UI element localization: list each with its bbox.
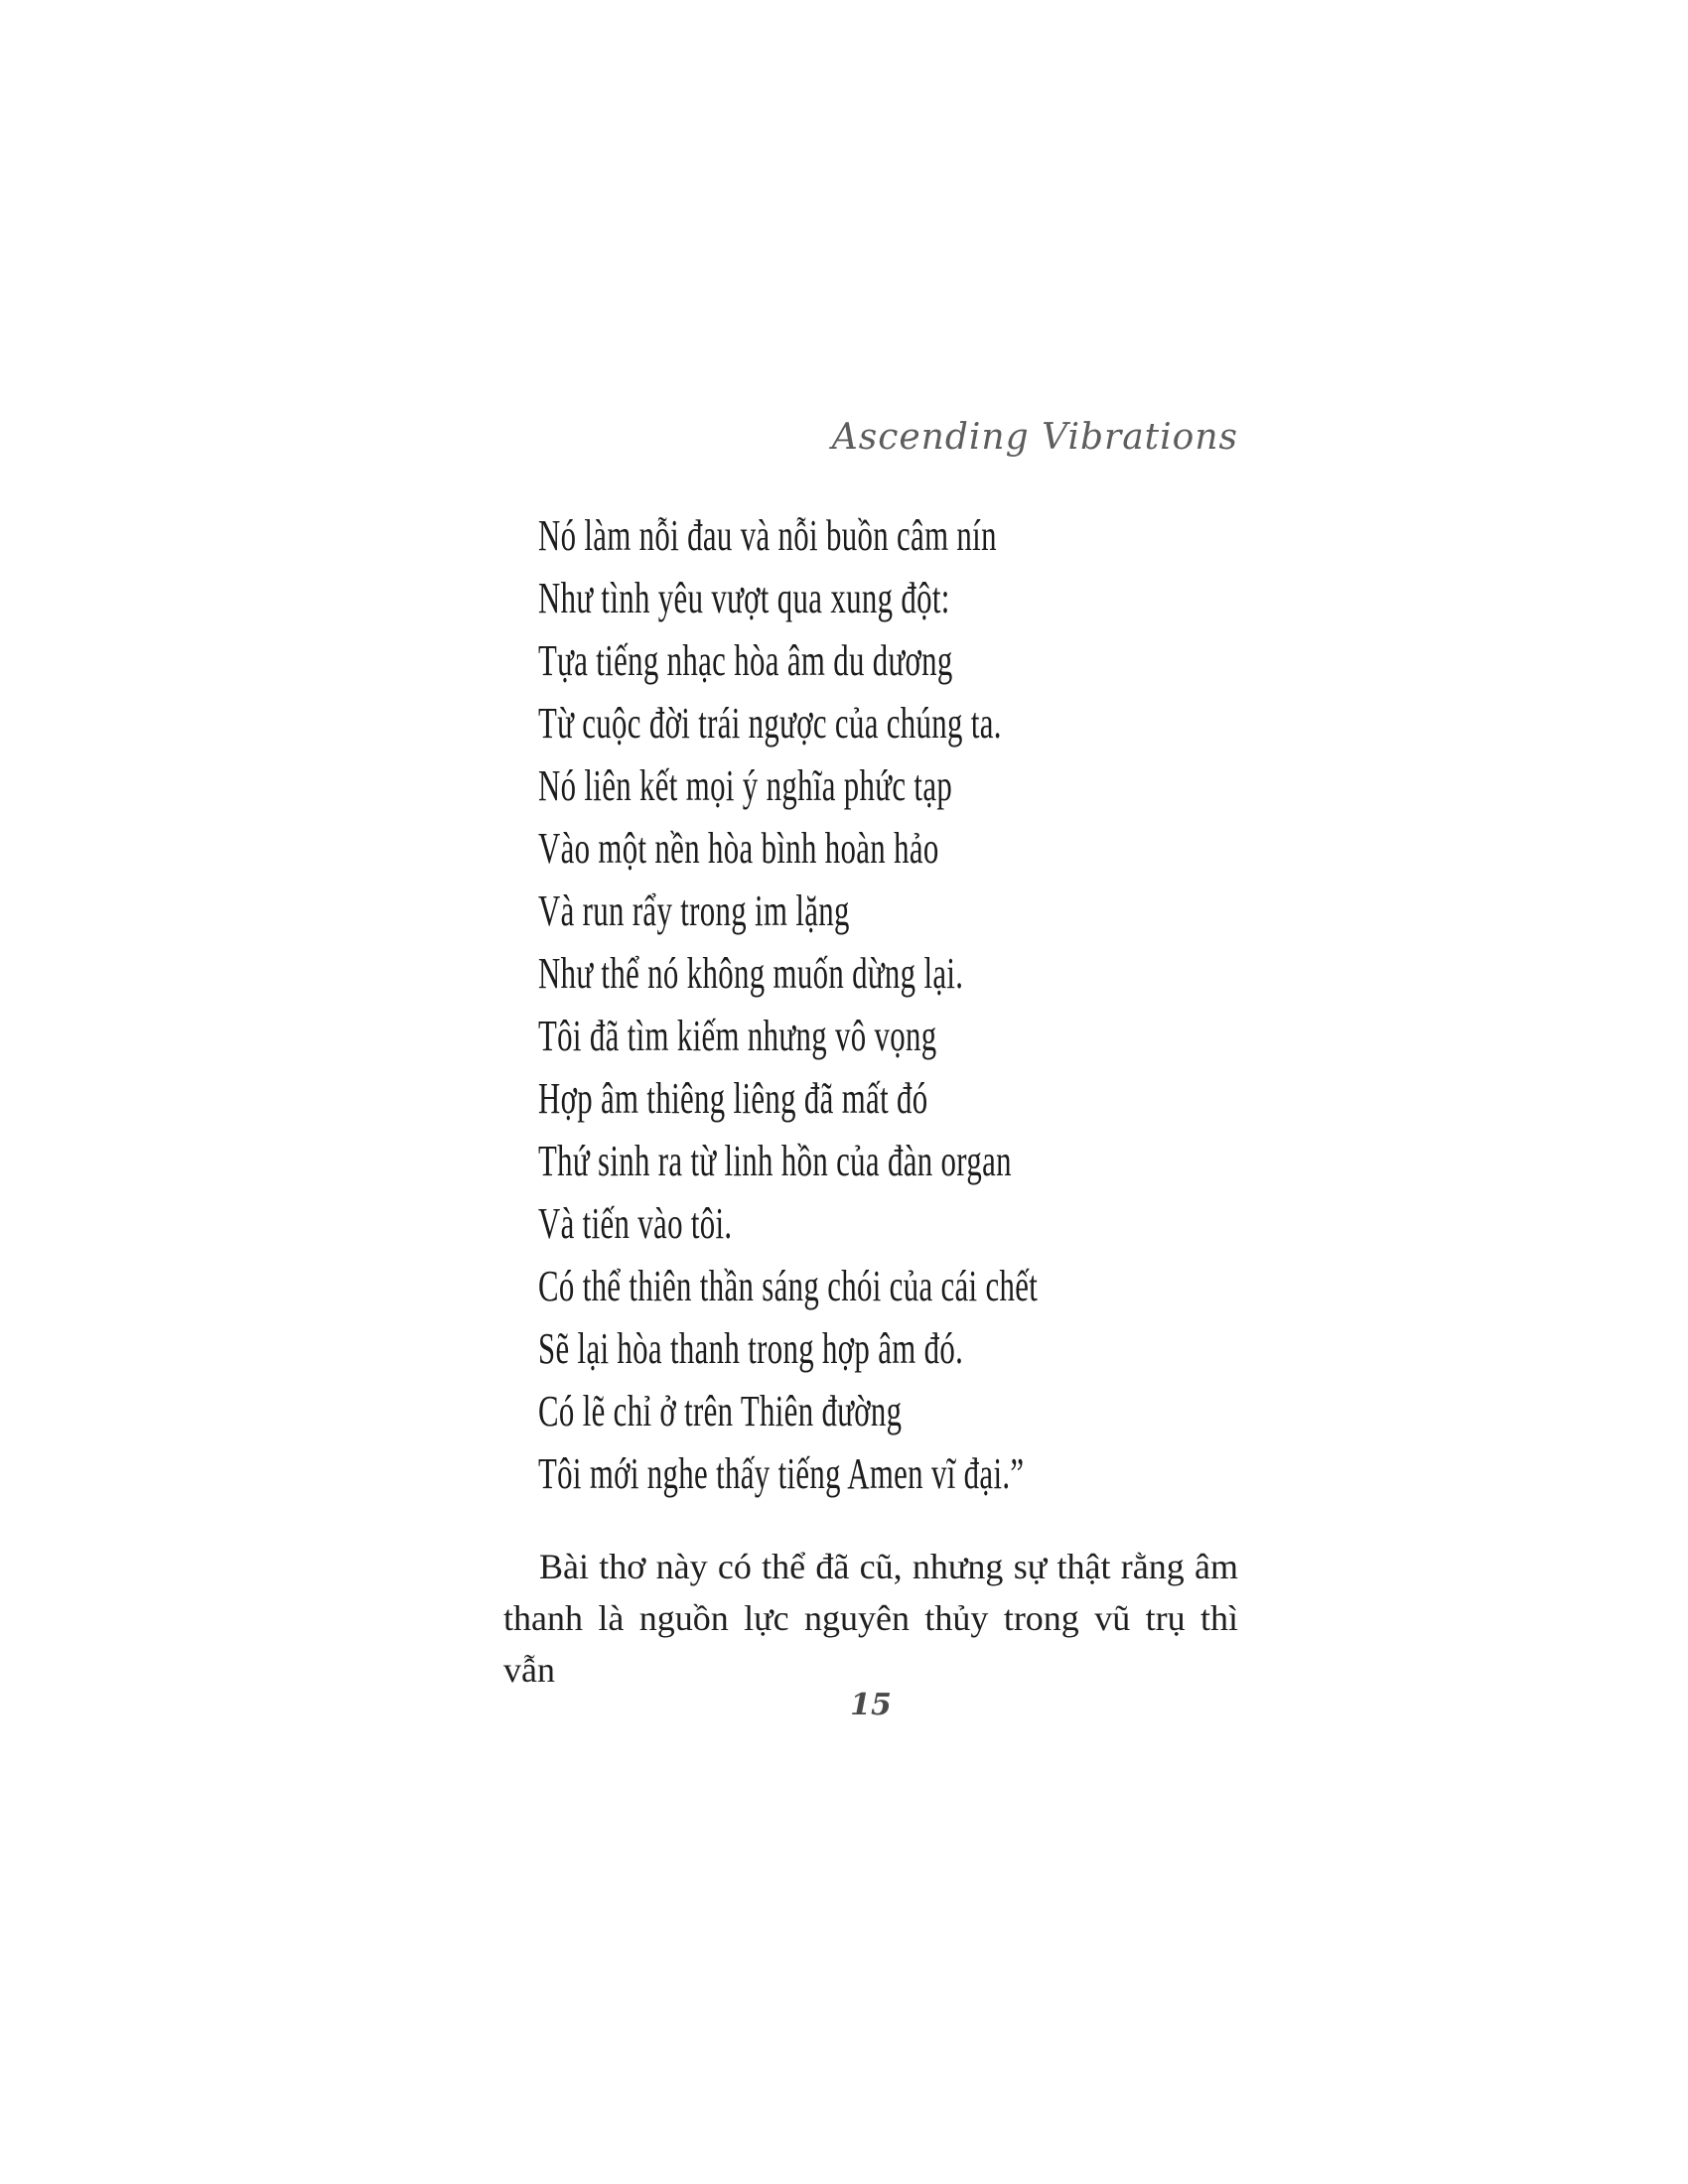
page-number: 15	[850, 1688, 892, 1722]
poem-line: Từ cuộc đời trái ngược của chúng ta.	[538, 699, 1002, 748]
poem-line: Tôi mới nghe thấy tiếng Amen vĩ đại.”	[538, 1449, 1025, 1498]
poem-line: Hợp âm thiêng liêng đã mất đó	[538, 1074, 928, 1123]
poem-line: Tôi đã tìm kiếm nhưng vô vọng	[538, 1012, 937, 1060]
poem-line: Như tình yêu vượt qua xung đột:	[538, 574, 950, 622]
poem-line: Và run rẩy trong im lặng	[538, 887, 850, 935]
poem-line: Có lẽ chỉ ở trên Thiên đường	[538, 1387, 903, 1435]
poem-line: Có thể thiên thần sáng chói của cái chết	[538, 1262, 1039, 1310]
poem-line: Nó liên kết mọi ý nghĩa phức tạp	[538, 761, 953, 810]
poem-line: Và tiến vào tôi.	[538, 1199, 733, 1248]
body-paragraph: Bài thơ này có thể đã cũ, nhưng sự thật rằng âm thanh là nguồn lực nguyên thủy trong vũ trụ thì vẫn	[503, 1547, 1238, 1690]
poem-line: Nó làm nỗi đau và nỗi buồn câm nín	[538, 511, 997, 560]
poem-line: Như thể nó không muốn dừng lại.	[538, 949, 964, 998]
running-header: Ascending Vibrations	[831, 417, 1238, 458]
poem-line: Tựa tiếng nhạc hòa âm du dương	[538, 636, 953, 685]
poem-block	[538, 504, 1252, 1505]
poem-line: Sẽ lại hòa thanh trong hợp âm đó.	[538, 1324, 964, 1373]
poem-line: Thứ sinh ra từ linh hồn của đàn organ	[538, 1137, 1012, 1185]
poem-line: Vào một nền hòa bình hoàn hảo	[538, 824, 939, 873]
